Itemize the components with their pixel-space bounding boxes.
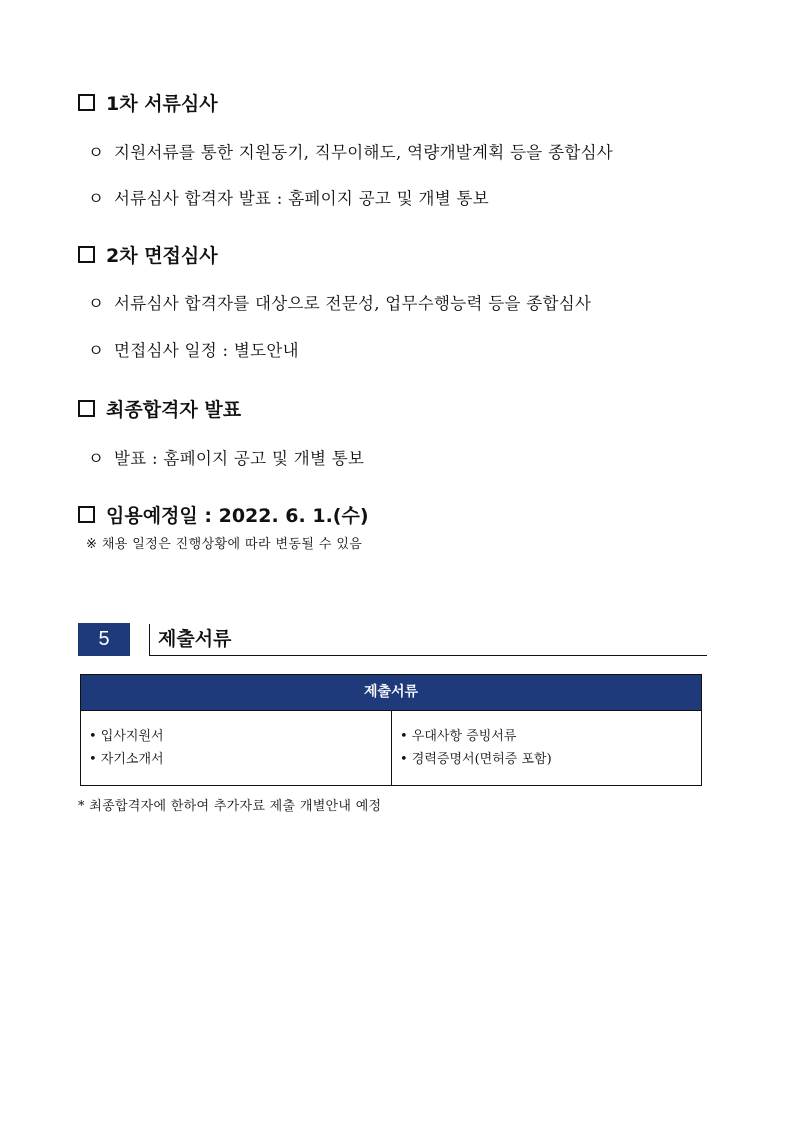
circle-bullet-icon: ㅇ [88, 294, 105, 313]
section-title: 제출서류 [158, 628, 232, 650]
list-item: • 경력증명서(면허증 포함) [400, 752, 552, 767]
section-title-bar [149, 624, 707, 656]
list-item-text: 발표 : 홈페이지 공고 및 개별 통보 [114, 449, 365, 468]
section-number-badge: 5 [78, 623, 130, 656]
table-header: 제출서류 [81, 675, 701, 710]
list-item-text: 서류심사 합격자 발표 : 홈페이지 공고 및 개별 통보 [114, 189, 489, 208]
schedule-note: ※ 채용 일정은 진행상황에 따라 변동될 수 있음 [86, 537, 363, 552]
circle-bullet-icon: ㅇ [88, 449, 105, 468]
checkbox-square-icon [78, 506, 95, 523]
list-item [88, 448, 364, 470]
heading-document-screening [78, 92, 218, 116]
footnote: * 최종합격자에 한하여 추가자료 제출 개별안내 예정 [78, 799, 382, 814]
checkbox-square-icon [78, 94, 95, 111]
documents-table [80, 674, 702, 786]
list-item-text: 지원서류를 통한 지원동기, 직무이해도, 역량개발계획 등을 종합심사 [114, 143, 614, 162]
checkbox-square-icon [78, 400, 95, 417]
list-item [88, 188, 489, 210]
circle-bullet-icon: ㅇ [88, 143, 105, 162]
list-item [88, 142, 613, 164]
heading-text: 2차 면접심사 [106, 245, 218, 267]
heading-final-announcement [78, 398, 241, 422]
heading-text: 임용예정일 : 2022. 6. 1.(수) [106, 505, 369, 527]
table-cell-left [81, 711, 391, 785]
circle-bullet-icon: ㅇ [88, 189, 105, 208]
heading-text: 1차 서류심사 [106, 93, 218, 115]
table-cell-right [391, 711, 701, 785]
list-item: • 입사지원서 [89, 729, 164, 744]
list-item [88, 293, 591, 315]
list-item: • 자기소개서 [89, 752, 164, 767]
list-item [88, 340, 299, 362]
circle-bullet-icon: ㅇ [88, 341, 105, 360]
list-item-text: 면접심사 일정 : 별도안내 [114, 341, 299, 360]
list-item: • 우대사항 증빙서류 [400, 729, 517, 744]
checkbox-square-icon [78, 246, 95, 263]
heading-interview-screening [78, 244, 218, 268]
list-item-text: 서류심사 합격자를 대상으로 전문성, 업무수행능력 등을 종합심사 [114, 294, 592, 313]
heading-text: 최종합격자 발표 [106, 399, 242, 421]
heading-appointment-date [78, 504, 369, 528]
table-body [81, 710, 701, 785]
